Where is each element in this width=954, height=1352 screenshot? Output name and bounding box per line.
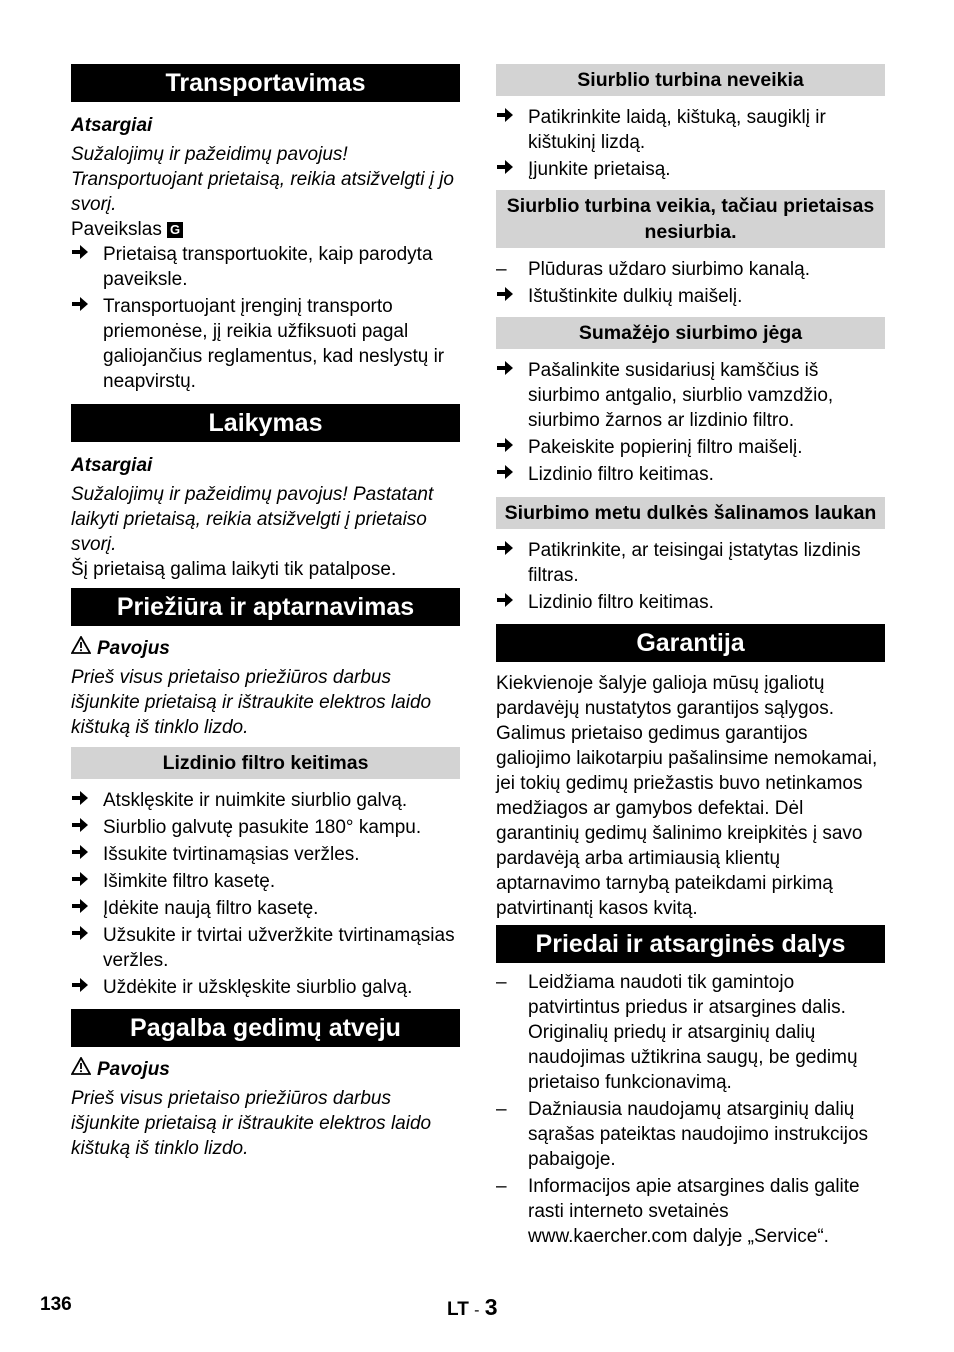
list-item-text: Pašalinkite susidariusį kamščius iš siurbimo antgalio, siurblio vamzdžio, siurbimo žarnos ar lizdinio filtro. [528,360,834,431]
section-title-transport: Transportavimas [71,64,460,102]
storage-text: Šį prietaisą galima laikyti tik patalpose. [71,559,397,580]
list-item [496,538,885,588]
subsection-title-weak-suction: Sumažėjo siurbimo jėga [496,317,885,349]
language-code: LT [447,1299,469,1320]
arrow-right-icon [71,896,103,921]
section-page-label [447,1294,498,1321]
arrow-right-icon [71,869,103,894]
list-item [71,975,460,1000]
dash-marker: – [496,1099,507,1120]
list-item-text: Ištuštinkite dulkių maišelį. [528,286,743,307]
list-item-text: Įdėkite naują filtro kasetę. [103,898,319,919]
separator: - [474,1302,480,1319]
list-item [71,815,460,840]
arrow-right-icon [71,923,103,973]
list-item [496,157,885,182]
list-item-text: Išsukite tvirtinamąsias veržles. [103,844,360,865]
list-item-text: Atsklęskite ir nuimkite siurblio galvą. [103,790,408,811]
list-item-text: Prietaisą transportuokite, kaip parodyta paveiksle. [103,244,433,290]
section-title-help: Pagalba gedimų atveju [71,1009,460,1047]
danger-text: Prieš visus prietaiso priežiūros darbus išjunkite prietaisą ir ištraukite elektros laido kištuką iš tinklo lizdo. [71,667,432,738]
arrow-right-icon [496,358,528,433]
arrow-right-icon [496,462,528,487]
list-item-text: Patikrinkite, ar teisingai įstatytas lizdinis filtras. [528,540,861,586]
list [496,358,885,487]
list-item-text: Lizdinio filtro keitimas. [528,464,714,485]
section-title-accessories: Priedai ir atsarginės dalys [496,925,885,963]
list [496,970,885,1249]
danger-text: Prieš visus prietaiso priežiūros darbus išjunkite prietaisą ir ištraukite elektros laido kištuką iš tinklo lizdo. [71,1088,432,1159]
list-item [496,590,885,615]
list-item [71,842,460,867]
figure-reference [71,217,460,242]
section-page-number: 3 [484,1294,498,1320]
caution-text: Sužalojimų ir pažeidimų pavojus! Transportuojant prietaisą, reikia atsižvelgti į jo svorį. [71,144,454,215]
arrow-right-icon [71,815,103,840]
arrow-right-icon [496,435,528,460]
danger-heading [71,1057,460,1082]
arrow-right-icon [496,157,528,182]
list-item [71,242,460,292]
arrow-right-icon [71,842,103,867]
list-item-text: Pakeiskite popierinį filtro maišelį. [528,437,803,458]
list-item [496,462,885,487]
list-item [71,896,460,921]
list [496,538,885,615]
filter-steps-list [71,788,460,1000]
list-item-text: Siurblio galvutę pasukite 180° kampu. [103,817,422,838]
danger-label: Pavojus [97,638,170,659]
subsection-title-filter: Lizdinio filtro keitimas [71,747,460,779]
page-number: 136 [40,1294,72,1315]
left-column [71,64,460,1161]
list-item [496,284,885,309]
subsection-title-dust-outlet: Siurbimo metu dulkės šalinamos laukan [496,497,885,529]
list-item [496,1174,885,1249]
list-item-text: Transportuojant įrenginį transporto priemonėse, jį reikia užfiksuoti pagal galiojančius reglamentus, kad neslystų ir neapvirstų. [103,296,445,392]
dash-marker: – [496,259,507,280]
warning-triangle-icon [71,1057,97,1082]
caution-text: Sužalojimų ir pažeidimų pavojus! Pastatant laikyti prietaisą, reikia atsižvelgti į prietaiso svorį. [71,484,434,555]
danger-label: Pavojus [97,1059,170,1080]
list-item [71,923,460,973]
list-item-text: Leidžiama naudoti tik gamintojo patvirtintus priedus ir atsargines dalis. Originalių priedų ir atsarginių dalių naudojimas užtikrina saugų, be gedimų prietaiso funkcionavimą. [528,972,858,1093]
section-title-warranty: Garantija [496,624,885,662]
figure-label: Paveikslas [71,219,162,240]
list-item-text: Dažniausia naudojamų atsarginių dalių sąrašas pateiktas naudojimo instrukcijos pabaigoje. [528,1099,869,1170]
list-item [496,257,885,282]
arrow-right-icon [496,105,528,155]
warning-triangle-icon [71,636,97,661]
list-item-text: Užsukite ir tvirtai užveržkite tvirtinamąsias veržles. [103,925,455,971]
warranty-text: Kiekvienoje šalyje galioja mūsų įgaliotų pardavėjų nustatytos garantijos sąlygos. Galimus prietaiso gedimus garantijos galiojimo laikotarpiu pašalinsime nemokamai, jei tokių gedimų priežastis buvo netinkamos medžiagos ar gamybos defektai. Dėl garantinių gedimų šalinimo kreipkitės į savo pardavėją arba artimiausią klientų aptarnavimo tarnybą pateikdami pirkimą patvirtinantį kasos kvitą. [496,673,878,919]
arrow-right-icon [71,242,103,292]
figure-ref-box: G [167,222,183,238]
arrow-right-icon [496,590,528,615]
subsection-title-no-suction: Siurblio turbina veikia, tačiau prietaisas nesiurbia. [496,190,885,248]
arrow-right-icon [71,975,103,1000]
arrow-right-icon [71,294,103,394]
list-item-text: Išimkite filtro kasetę. [103,871,276,892]
dash-marker: – [496,1176,507,1197]
list-item-text: Įjunkite prietaisą. [528,159,671,180]
list-item [71,869,460,894]
list-item-text: Patikrinkite laidą, kištuką, saugiklį ir kištukinį lizdą. [528,107,826,153]
dash-marker: – [496,972,507,993]
list-item [496,435,885,460]
list-item [496,970,885,1095]
list [496,257,885,309]
section-title-care: Priežiūra ir aptarnavimas [71,588,460,626]
caution-label: Atsargiai [71,455,153,476]
list-item-text: Lizdinio filtro keitimas. [528,592,714,613]
list-item-text: Uždėkite ir užsklęskite siurblio galvą. [103,977,413,998]
list [496,105,885,182]
arrow-right-icon [496,538,528,588]
list-item [496,358,885,433]
list-item [496,105,885,155]
danger-heading [71,636,460,661]
arrow-right-icon [71,788,103,813]
list-item-text: Plūduras uždaro siurbimo kanalą. [528,259,810,280]
right-column [496,64,885,1249]
arrow-right-icon [496,284,528,309]
subsection-title-turbine-off: Siurblio turbina neveikia [496,64,885,96]
list-item [71,788,460,813]
list-item [496,1097,885,1172]
list-item-text: Informacijos apie atsargines dalis galite rasti interneto svetainės www.kaercher.com dalyje „Service“. [528,1176,860,1247]
list-item [71,294,460,394]
section-title-storage: Laikymas [71,404,460,442]
caution-label: Atsargiai [71,115,153,136]
